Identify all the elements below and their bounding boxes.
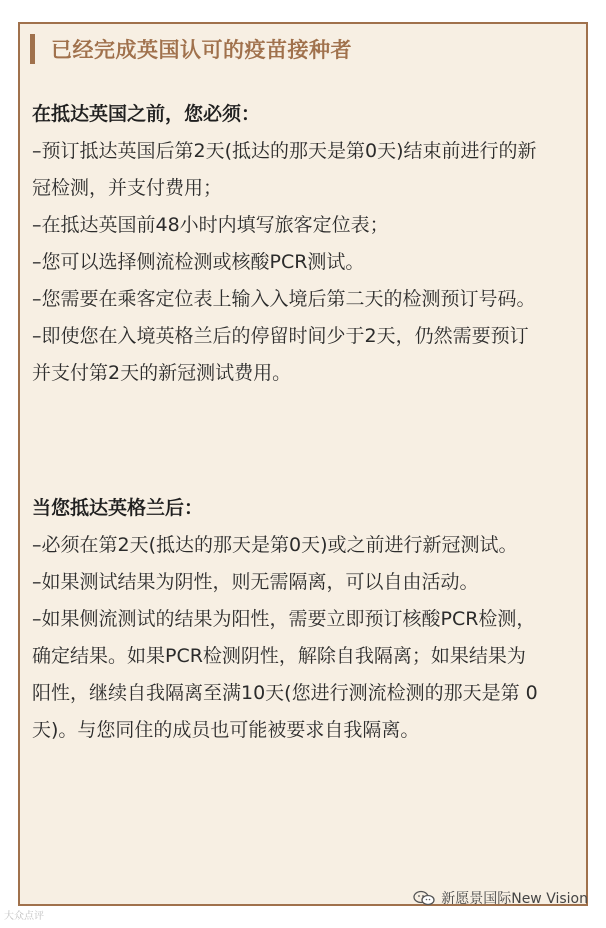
after-arrival-section	[32, 490, 542, 749]
wechat-icon	[413, 890, 435, 906]
heading-row	[30, 34, 352, 64]
list-item: –必须在第2天(抵达的那天是第0天)或之前进行新冠测试。	[32, 534, 518, 556]
section-title: 在抵达英国之前，您必须：	[32, 103, 261, 125]
right-watermark	[413, 888, 588, 908]
watermark-text: 新愿景国际New Vision	[441, 891, 588, 907]
list-item: –预订抵达英国后第2天(抵达的那天是第0天)结束前进行的新冠检测，并支付费用；	[32, 140, 537, 199]
list-item: –您可以选择侧流检测或核酸PCR测试。	[32, 251, 365, 273]
watermark-text: 大众点评	[4, 911, 44, 922]
heading-accent-bar	[30, 34, 35, 64]
left-watermark	[4, 907, 44, 922]
section-title: 当您抵达英格兰后：	[32, 497, 204, 519]
list-item: –如果测试结果为阴性，则无需隔离，可以自由活动。	[32, 571, 479, 593]
before-arrival-section	[32, 96, 542, 392]
page-heading: 已经完成英国认可的疫苗接种者	[51, 38, 352, 62]
list-item: –在抵达英国前48小时内填写旅客定位表；	[32, 214, 389, 236]
list-item: –您需要在乘客定位表上输入入境后第二天的检测预订号码。	[32, 288, 536, 310]
list-item: –如果侧流测试的结果为阳性，需要立即预订核酸PCR检测，确定结果。如果PCR检测阴性，解除自我隔离；如果结果为阳性，继续自我隔离至满10天(您进行测流检测的那天是第 0 天)。与您同住的成员也可能被要求自我隔离。	[32, 608, 538, 741]
list-item: –即使您在入境英格兰后的停留时间少于2天，仍然需要预订并支付第2天的新冠测试费用。	[32, 325, 529, 384]
